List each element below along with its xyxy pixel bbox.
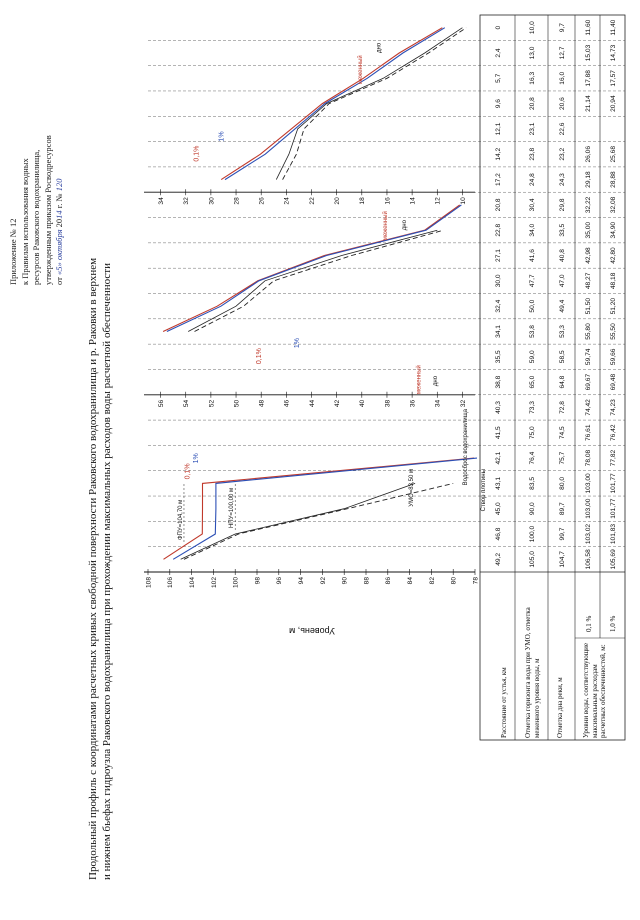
table-cell-p1: 101,83	[610, 523, 617, 545]
table-cell-dist: 35,5	[495, 350, 502, 364]
y-tick-label: 78	[472, 577, 480, 585]
table-cell-p01: 15,03	[585, 44, 592, 62]
date-prefix: от	[54, 277, 64, 285]
year-suffix: г. №	[54, 193, 64, 209]
table-cell-dist: 9,6	[495, 99, 502, 109]
bed-label: меженный	[382, 211, 389, 241]
table-cell-mark: 10,0	[529, 21, 536, 35]
table-cell-p1: 55,50	[610, 323, 617, 340]
bed2-label: дно	[376, 42, 383, 53]
series-label: 0,1%	[193, 145, 201, 162]
table-cell-p01: 103,00	[585, 498, 592, 519]
npu-label: НПУ=100,00 м	[229, 487, 236, 529]
y-tick-label: 100	[232, 577, 240, 589]
table-cell-mark: 50,0	[529, 299, 536, 313]
row-label-bottom: Отметка дна реки, м	[556, 677, 564, 738]
table-cell-dist: 22,8	[495, 223, 502, 237]
table-cell-p01: 103,02	[585, 523, 592, 545]
table-cell-p1: 101,77	[610, 473, 617, 494]
table-cell-dist: 46,8	[495, 527, 502, 541]
y-tick-label: 34	[434, 399, 442, 408]
bed2-label: дно	[432, 375, 439, 387]
table-cell-mark: 41,6	[529, 249, 536, 262]
table-cell-p1: 48,18	[610, 272, 617, 290]
table-cell-p01: 42,98	[585, 247, 592, 264]
table-cell-p1: 17,57	[610, 70, 617, 87]
y-tick-label: 84	[407, 577, 414, 585]
y-tick-label: 92	[319, 577, 327, 585]
table-cell-p1: 11,40	[610, 19, 617, 36]
table-cell-bot: 24,3	[559, 173, 566, 186]
table-cell-bot: 58,5	[559, 350, 566, 364]
order-number: 120	[54, 178, 64, 192]
appendix-line: к Правилам использования водных	[19, 158, 30, 285]
y-tick-label: 82	[428, 577, 436, 585]
table-cell-dist: 20,8	[495, 198, 502, 212]
table-cell-mark: 34,0	[529, 223, 536, 237]
y-tick-label: 38	[384, 399, 392, 408]
y-tick-label: 10	[459, 197, 467, 205]
row-label-levels	[582, 642, 608, 738]
table-cell-p1: 32,08	[610, 196, 617, 214]
table-cell-bot: 16,0	[559, 71, 566, 85]
row-label-distance: Расстояние от устья, км	[500, 667, 508, 738]
series-bot-s1	[195, 230, 444, 331]
table-cell-dist: 2,4	[495, 48, 502, 58]
y-tick-label: 98	[254, 577, 262, 585]
table-cell-p01: 55,80	[585, 323, 592, 340]
date-value: «5» октября	[54, 229, 64, 276]
axes	[144, 189, 479, 636]
bed2-label: дно	[401, 220, 408, 231]
table-cell-bot: 29,8	[559, 198, 566, 212]
table-cell-p01: 21,14	[585, 95, 592, 112]
table-cell-p01: 29,18	[585, 171, 592, 188]
table-cell-p1: 28,88	[610, 171, 617, 188]
y-tick-label: 80	[450, 577, 458, 585]
y-tick-label: 30	[208, 197, 216, 205]
dam-label: Створ плотины	[481, 469, 487, 512]
series-label: 1%	[293, 337, 301, 349]
table-cell-mark: 20,8	[529, 97, 536, 111]
y-tick-label: 36	[409, 399, 417, 408]
y-tick-label: 32	[183, 197, 191, 205]
series-label: 1%	[218, 131, 226, 142]
table-cell-p1: 51,20	[610, 297, 617, 315]
y-tick-label: 56	[157, 399, 165, 408]
table-cell-bot: 104,7	[559, 551, 566, 568]
table-cell-p1: 69,48	[610, 373, 617, 391]
year-value: 14	[54, 210, 64, 219]
table-cell-mark: 100,0	[529, 525, 536, 543]
table-cell-bot: 72,8	[559, 401, 566, 414]
table-cell-bot: 33,5	[559, 223, 566, 237]
table-cell-mark: 30,4	[529, 198, 536, 212]
table-cell-p1: 14,73	[610, 44, 617, 62]
y-tick-label: 106	[167, 577, 175, 589]
y-tick-label: 86	[385, 577, 393, 585]
table-cell-dist: 12,1	[495, 122, 502, 136]
title-line-2: и нижнем бьефах гидроузла Раковского водохранилища при прохождении максимальных расходов воды расчетной обеспеченности	[101, 263, 113, 880]
y-tick-label: 102	[210, 577, 218, 589]
table-cell-mark: 76,4	[529, 451, 536, 465]
bed-label: меженный	[357, 55, 364, 85]
table-cell-bot: 12,7	[559, 46, 566, 60]
table-cell-dist: 32,4	[495, 299, 502, 313]
row-label-marks-text: Отметка горизонта воды при УМО, отметка меженного уровня воды, м	[524, 607, 541, 738]
y-tick-label: 40	[359, 399, 367, 408]
table-cell-bot: 49,4	[559, 299, 566, 313]
y-tick-label: 104	[189, 577, 196, 589]
y-tick-label: 24	[283, 197, 291, 205]
appendix-line: ресурсов Раковского водохранилища,	[31, 149, 41, 285]
y-tick-label: 50	[233, 399, 241, 408]
series-bot-s2	[283, 28, 467, 180]
table-cell-mark: 105,0	[529, 551, 536, 568]
table-cell-p1: 105,69	[610, 549, 617, 570]
annotation-layer	[178, 42, 487, 542]
table-cell-dist: 5,7	[495, 73, 502, 83]
table-cell-mark: 75,0	[529, 426, 536, 440]
y-tick-label: 22	[308, 197, 316, 205]
table-cell-bot: 74,5	[559, 426, 566, 440]
table-cell-bot: 40,8	[559, 249, 566, 262]
table-cell-mark: 90,0	[529, 502, 536, 516]
table-cell-mark: 23,8	[529, 147, 536, 161]
y-tick-label: 14	[409, 197, 417, 205]
table-cell-bot: 23,2	[559, 147, 566, 161]
y-tick-label: 26	[258, 197, 266, 205]
table-cell-p1: 74,23	[610, 399, 617, 416]
table-cell-dist: 43,1	[495, 476, 502, 490]
table-cell-mark: 65,0	[529, 375, 536, 389]
table-cell-p1: 25,68	[610, 145, 617, 163]
y-tick-label: 108	[145, 577, 153, 589]
table-cell-bot: 89,7	[559, 502, 566, 516]
umo-label: УМО=83,50 м	[409, 468, 416, 507]
series-p1-s2	[225, 28, 445, 180]
table-cell-p1: 101,77	[610, 498, 617, 519]
y-tick-label: 42	[334, 399, 342, 408]
series-label: 0,1%	[184, 463, 192, 480]
y-tick-label: 54	[183, 399, 191, 408]
table-cell-bot: 9,7	[559, 23, 566, 33]
row-label-levels-text: Уровни воды, соответствующие максимальным расходам расчетных обеспеченностей, м:	[582, 642, 607, 738]
y-tick-label: 88	[363, 577, 371, 585]
row-label-p1: 1,0 %	[609, 615, 617, 632]
y-tick-label: 16	[384, 197, 392, 205]
series-mark-s1	[188, 230, 437, 331]
table-cell-bot: 75,7	[559, 451, 566, 465]
y-tick-label: 34	[157, 197, 165, 205]
table-cell-p1: 77,82	[610, 449, 617, 467]
table-cell-mark: 53,8	[529, 325, 536, 338]
table-cell-bot: 64,8	[559, 375, 566, 389]
table-cell-p01: 76,61	[585, 424, 592, 442]
y-tick-label: 28	[233, 197, 241, 205]
table-cell-p01: 32,22	[585, 196, 592, 214]
table-cell-mark: 24,8	[529, 173, 536, 186]
table-cell-dist: 14,2	[495, 147, 502, 161]
y-tick-label: 44	[308, 399, 316, 408]
series-label: 0,1%	[256, 348, 264, 365]
table-cell-mark: 13,0	[529, 46, 536, 60]
table-cell-p01: 78,08	[585, 449, 592, 467]
table-cell-p1: 59,66	[610, 348, 617, 366]
row-label-p01: 0,1 %	[585, 615, 593, 632]
table-cell-dist: 42,1	[495, 451, 502, 465]
appendix-line: утвержденным приказом Росводресурсов	[42, 135, 53, 285]
table-cell-p1: 34,90	[610, 221, 617, 239]
y-axis-label: Уровень, м	[289, 626, 335, 636]
table-cell-bot: 53,3	[559, 325, 566, 338]
table-cell-dist: 45,0	[495, 502, 502, 516]
row-label-marks	[524, 588, 541, 738]
table-cell-p01: 59,74	[585, 348, 592, 366]
table-cell-dist: 34,1	[495, 325, 502, 338]
y-tick-label: 52	[208, 399, 216, 408]
chart-grid	[148, 40, 625, 546]
series-label: 1%	[193, 453, 201, 464]
y-tick-label: 18	[359, 197, 367, 205]
appendix-line: Приложение № 12	[8, 218, 18, 285]
table-cell-bot: 20,6	[559, 97, 566, 111]
year-prefix: 20	[54, 218, 64, 228]
table-cell-p01: 11,60	[585, 19, 592, 36]
table-cell-dist: 17,2	[495, 173, 502, 186]
table-cell-dist: 41,5	[495, 426, 502, 440]
bed-label: меженный	[416, 365, 423, 395]
table-cell-dist: 40,3	[495, 401, 502, 414]
table-cell-mark: 23,1	[529, 122, 536, 136]
fpu-label: ФПУ=104,70 м	[177, 499, 184, 541]
table-cell-p01: 106,58	[585, 549, 592, 570]
y-tick-label: 96	[276, 577, 284, 585]
table-cell-p1: 20,94	[610, 95, 617, 112]
y-tick-label: 20	[334, 197, 342, 205]
table-cell-dist: 49,2	[495, 552, 502, 566]
series-p01-s2	[221, 28, 442, 180]
table-cell-p01: 26,06	[585, 145, 592, 163]
y-tick-label: 90	[341, 577, 349, 585]
y-tick-label: 48	[258, 399, 266, 408]
spillway-label: Водосброс водохранилища	[463, 408, 469, 486]
y-tick-label: 12	[434, 197, 442, 205]
y-tick-label: 94	[298, 577, 305, 585]
table-cell-mark: 16,3	[529, 71, 536, 85]
table-cell-bot: 99,7	[559, 527, 566, 541]
table-cell-p01: 48,27	[585, 272, 592, 290]
table-cell-mark: 73,3	[529, 401, 536, 414]
table-cell-dist: 27,1	[495, 249, 502, 262]
table-cell-mark: 59,0	[529, 350, 536, 364]
table-cell-p01: 51,50	[585, 297, 592, 315]
table-cell-bot: 80,0	[559, 476, 566, 490]
table-cell-bot: 22,6	[559, 122, 566, 136]
table-cell-p01: 103,00	[585, 473, 592, 494]
table-cell-mark: 47,7	[529, 274, 536, 288]
series-p1-s0	[173, 458, 477, 559]
series-mark-s2	[276, 28, 462, 180]
table-cell-p1: 76,42	[610, 424, 617, 442]
table-cell-dist: 30,0	[495, 274, 502, 288]
table-cell-p01: 35,00	[585, 221, 592, 239]
table-cell-p01: 74,42	[585, 399, 592, 416]
table-cell-dist: 0	[495, 25, 502, 30]
y-tick-label: 32	[459, 399, 467, 408]
table-cell-dist: 38,8	[495, 375, 502, 389]
y-tick-label: 46	[283, 399, 291, 408]
table-cell-mark: 83,5	[529, 476, 536, 490]
table-cell-p1: 42,80	[610, 247, 617, 264]
table-cell-bot: 47,0	[559, 274, 566, 288]
table-cell-p01: 69,67	[585, 373, 592, 391]
title-line-1: Продольный профиль с координатами расчетных кривых свободной поверхности Раковского водохранилища и р. Раковки в верхнем	[87, 257, 99, 880]
table-cell-p01: 17,88	[585, 70, 592, 87]
